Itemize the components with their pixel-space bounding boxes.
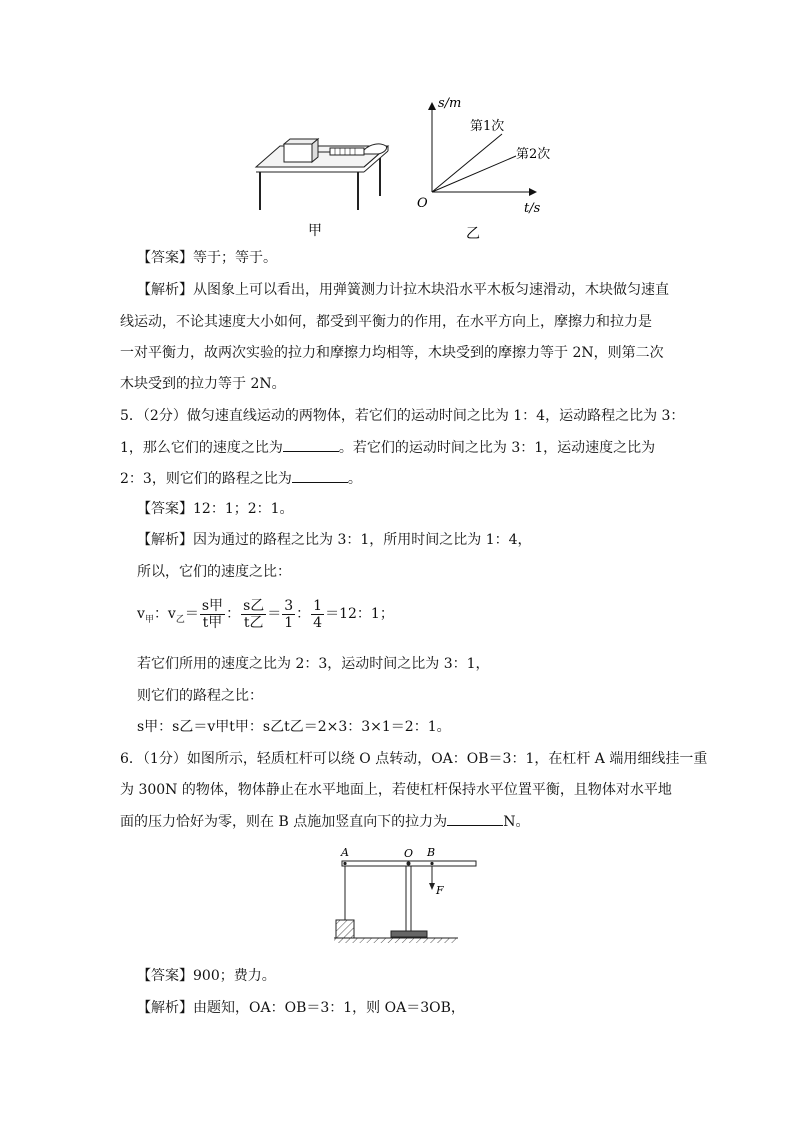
formula-sub-jia: 甲	[144, 614, 154, 625]
q5-stem-line-1: 5．（2分）做匀速直线运动的两物体，若它们的运动时间之比为 1：4，运动路程之比为 3：	[120, 408, 685, 424]
q4-analysis-line-1: 【解析】从图象上可以看出，用弹簧测力计拉木块沿水平木板匀速滑动，木块做匀速直	[137, 282, 669, 298]
q5-answer: 【答案】12：1；2：1。	[137, 501, 294, 517]
q6-stem-line-3	[120, 811, 529, 832]
line-trial-1	[432, 134, 502, 192]
q5-velocity-formula	[137, 594, 394, 634]
formula-eq: ＝	[184, 606, 199, 622]
q4-analysis-line-3: 一对平衡力，故两次实验的拉力和摩擦力均相等，木块受到的摩擦力等于 2N，则第二次	[120, 345, 664, 361]
origin-label: O	[417, 196, 428, 211]
formula-v: v	[137, 606, 145, 622]
q5-blank-2[interactable]	[292, 468, 348, 483]
apparatus-drawing	[256, 139, 388, 210]
fraction-s-yi-over-t-yi: $\frac{\text{s乙}}{\text{t乙}}$	[243, 597, 265, 631]
q5-stem-line-2	[120, 437, 655, 458]
q5-analysis-line-4: 则它们的路程之比：	[137, 688, 263, 704]
q5-analysis-line-1: 【解析】因为通过的路程之比为 3：1，所用时间之比为 1：4，	[137, 532, 532, 548]
q6-blank[interactable]	[447, 811, 503, 826]
q6-stem-3b: N。	[503, 814, 530, 830]
q6-stem-line-1: 6．（1分）如图所示，轻质杠杆可以绕 O 点转动，OA：OB＝3：1，在杠杆 A 端用细线挂一重	[120, 751, 708, 767]
formula-sep: ：v	[153, 606, 176, 622]
y-axis-label: s/m	[438, 96, 462, 111]
figure-lever	[326, 842, 486, 948]
q6-stem-3a: 面的压力恰好为零，则在 B 点施加竖直向下的拉力为	[120, 814, 448, 830]
formula-result: ＝12：1；	[325, 606, 394, 622]
q5-stem-2b: 。若它们的运动时间之比为 3：1，运动速度之比为	[338, 440, 656, 456]
formula-colon: ：	[226, 606, 241, 622]
q5-blank-1[interactable]	[283, 437, 339, 452]
q6-analysis-line-1: 【解析】由题知，OA：OB＝3：1，则 OA＝3OB，	[137, 1000, 465, 1016]
figure-apparatus-and-graph	[240, 92, 600, 244]
q5-stem-3b: 。	[347, 471, 362, 487]
lever-label-B: B	[427, 846, 436, 859]
formula-eq-2: ＝	[267, 606, 282, 622]
lever-drawing	[334, 861, 476, 943]
lever-label-A: A	[341, 846, 349, 859]
q5-analysis-line-3: 若它们所用的速度之比为 2：3，运动时间之比为 3：1，	[137, 656, 490, 672]
trial-1-label: 第1次	[470, 119, 505, 134]
q5-stem-2a: 1，那么它们的速度之比为	[120, 440, 283, 456]
fraction-1-over-4: $\frac{1}{4}$	[313, 597, 323, 631]
q4-answer: 【答案】等于；等于。	[137, 250, 277, 266]
q6-stem-line-2: 为 300N 的物体，物体静止在水平地面上，若使杠杆保持水平位置平衡，且物体对水平地	[120, 782, 672, 798]
formula-sub-yi: 乙	[175, 614, 185, 625]
q6-answer: 【答案】900；费力。	[137, 968, 276, 984]
q5-analysis-line-5: s甲：s乙＝v甲t甲：s乙t乙＝2×3：3×1＝2：1。	[137, 719, 451, 735]
caption-jia: 甲	[308, 223, 322, 239]
q5-analysis-line-2: 所以，它们的速度之比：	[137, 564, 291, 580]
q4-analysis-line-2: 线运动，不论其速度大小如何，都受到平衡力的作用，在水平方向上，摩擦力和拉力是	[120, 314, 652, 330]
fraction-3-over-1: $\frac{3}{1}$	[284, 597, 294, 631]
caption-yi: 乙	[466, 226, 480, 242]
formula-colon-2: ：	[296, 606, 311, 622]
q4-analysis-line-4: 木块受到的拉力等于 2N。	[120, 376, 286, 392]
lever-label-O: O	[404, 847, 414, 860]
x-axis-label: t/s	[524, 201, 541, 216]
q5-stem-line-3	[120, 468, 362, 489]
fraction-s-jia-over-t-jia: $\frac{\text{s甲}}{\text{t甲}}$	[201, 597, 224, 631]
lever-label-F: F	[436, 884, 444, 897]
trial-2-label: 第2次	[516, 147, 551, 162]
q5-stem-3a: 2：3，则它们的路程之比为	[120, 471, 292, 487]
line-trial-2	[432, 156, 516, 192]
